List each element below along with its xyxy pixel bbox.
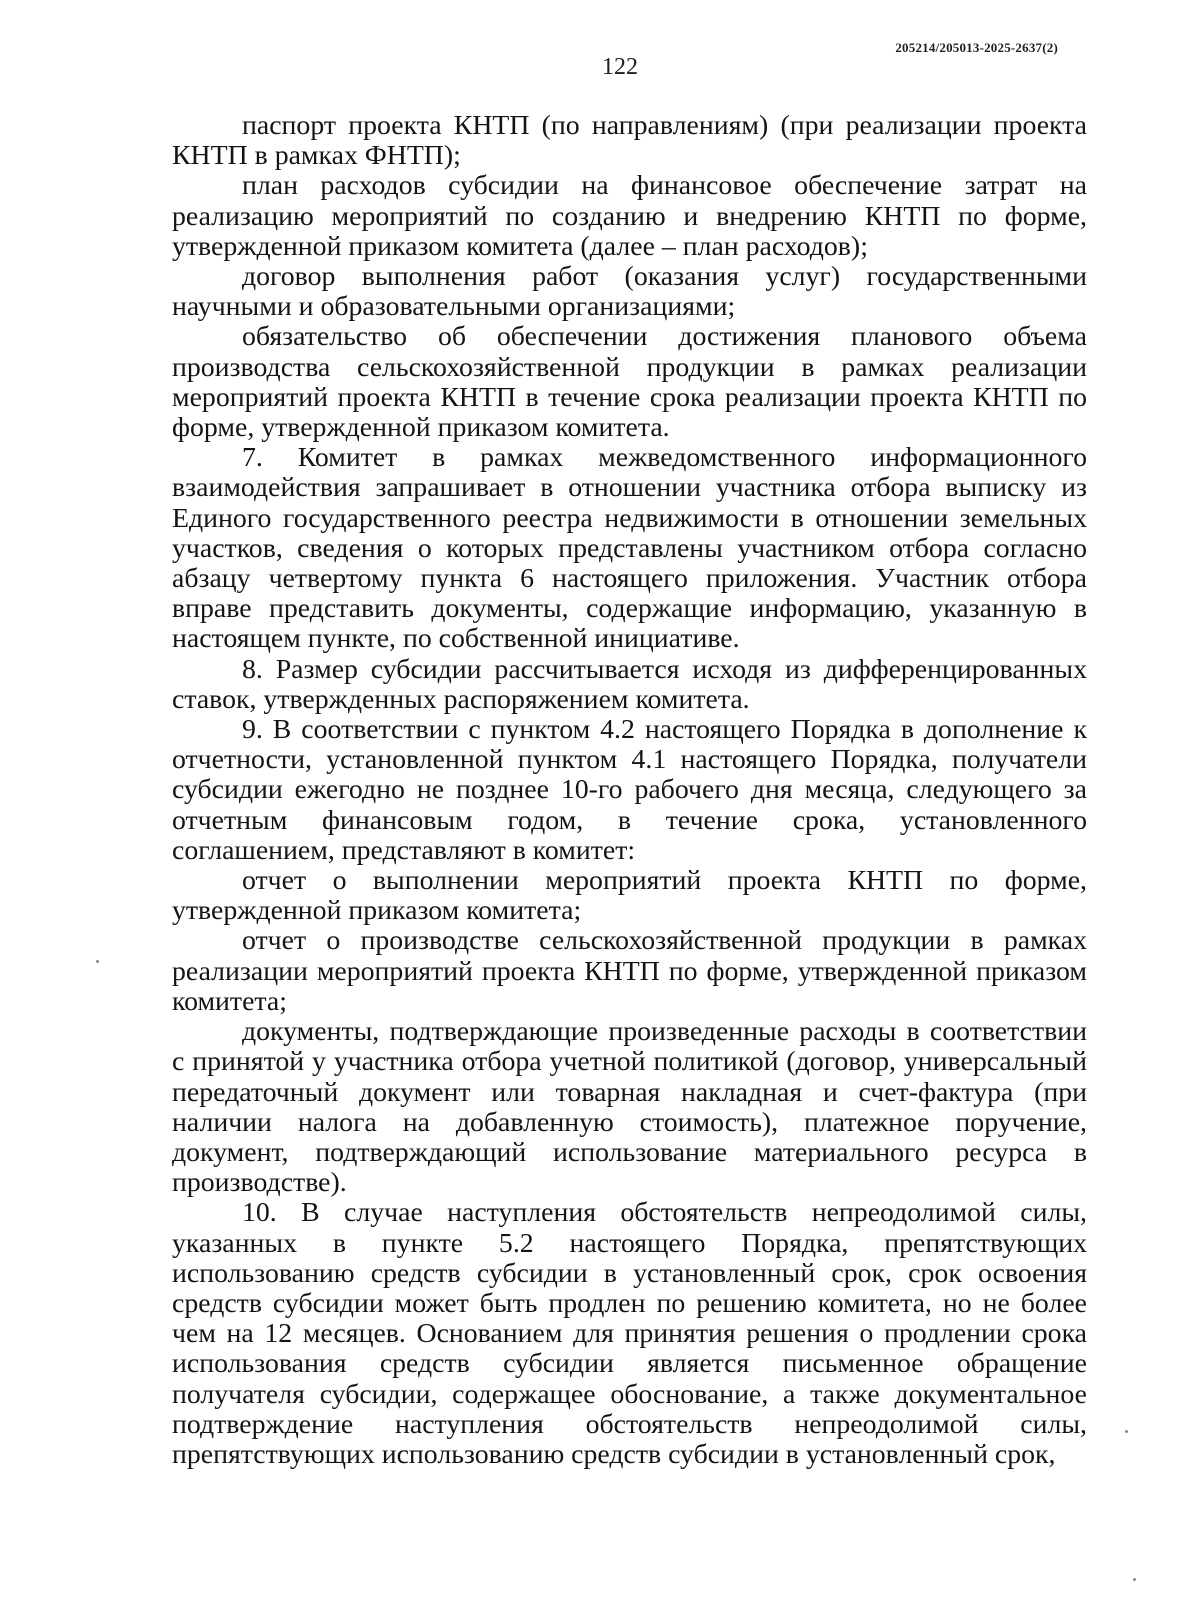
paragraph-item-8: 8. Размер субсидии рассчитывается исходя из дифференцированных ставок, утвержденных распоряжением комитета. <box>172 653 1087 715</box>
paragraph-production-obligation: обязательство об обеспечении достижения планового объема производства сельскохозяйственной продукции в рамках реализации мероприятий проекта КНТП в течение срока реализации проекта КНТП по форме, утвержденной приказом комитета. <box>172 321 1087 444</box>
scan-speck <box>1125 1430 1128 1433</box>
paragraph-item-10: 10. В случае наступления обстоятельств непреодолимой силы, указанных в пункте 5.2 настоящего Порядка, препятствующих использованию средств субсидии в установленный срок, срок освоения средств субсидии может быть продлен по решению комитета, но не более чем на 12 месяцев. Основанием для принятия решения о продлении срока использования средств субсидии является письменное обращение получателя субсидии, содержащее обоснование, а также документальное подтверждение наступления обстоятельств непреодолимой силы, препятствующих использованию средств субсидии в установленный срок, <box>172 1197 1087 1470</box>
document-registration-code: 205214/205013-2025-2637(2) <box>895 40 1058 55</box>
paragraph-expense-documents: документы, подтверждающие произведенные расходы в соответствии с принятой у участника отбора учетной политикой (договор, универсальный передаточный документ или товарная накладная и счет-фактура (при наличии налога на добавленную стоимость), платежное поручение, документ, подтверждающий использование материального ресурса в производстве). <box>172 1016 1087 1199</box>
document-body <box>172 111 1087 1470</box>
paragraph-production-report: отчет о производстве сельскохозяйственной продукции в рамках реализации мероприятий проекта КНТП по форме, утвержденной приказом комитета; <box>172 925 1087 1017</box>
paragraph-expense-plan: план расходов субсидии на финансовое обеспечение затрат на реализацию мероприятий по созданию и внедрению КНТП по форме, утвержденной приказом комитета (далее – план расходов); <box>172 170 1087 262</box>
scan-speck <box>1133 1578 1136 1581</box>
paragraph-project-passport: паспорт проекта КНТП (по направлениям) (при реализации проекта КНТП в рамках ФНТП); <box>172 110 1087 172</box>
paragraph-work-contract: договор выполнения работ (оказания услуг) государственными научными и образовательными организациями; <box>172 261 1087 323</box>
paragraph-activities-report: отчет о выполнении мероприятий проекта КНТП по форме, утвержденной приказом комитета; <box>172 865 1087 927</box>
scan-speck <box>96 960 99 963</box>
paragraph-item-9: 9. В соответствии с пунктом 4.2 настоящего Порядка в дополнение к отчетности, установленной пунктом 4.1 настоящего Порядка, получатели субсидии ежегодно не позднее 10-го рабочего дня месяца, следующего за отчетным финансовым годом, в течение срока, установленного соглашением, представляют в комитет: <box>172 714 1087 866</box>
page-number: 122 <box>602 54 638 80</box>
paragraph-item-7: 7. Комитет в рамках межведомственного информационного взаимодействия запрашивает в отношении участника отбора выписку из Единого государственного реестра недвижимости в отношении земельных участков, сведения о которых представлены участником отбора согласно абзацу четвертому пункта 6 настоящего приложения. Участник отбора вправе представить документы, содержащие информацию, указанную в настоящем пункте, по собственной инициативе. <box>172 442 1087 655</box>
